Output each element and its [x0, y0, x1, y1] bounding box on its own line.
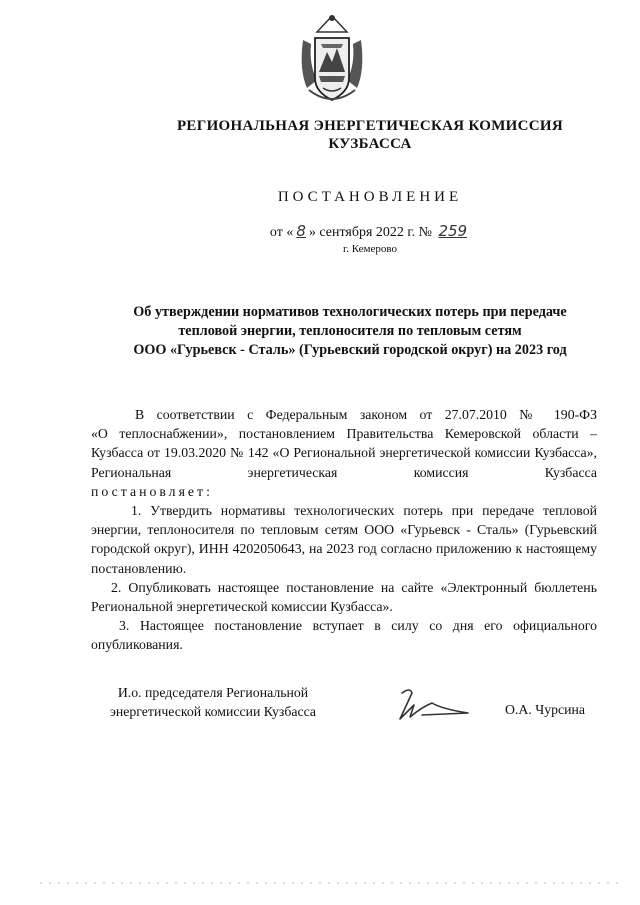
preamble-line1: В соответствии с Федеральным законом от 27.07.2010 № 190-ФЗ — [135, 407, 597, 422]
document-number-handwritten: 259 — [438, 222, 468, 240]
date-month-year: » сентября 2022 г. № — [308, 225, 432, 240]
organization-name-line1: РЕГИОНАЛЬНАЯ ЭНЕРГЕТИЧЕСКАЯ КОМИССИЯ — [176, 118, 564, 134]
resolution-item-1: 1. Утвердить нормативы технологических потерь при передаче тепловой энергии, теплоносителя по тепловым сетям ООО «Гурьевск - Сталь» (Гурьевский городской округ), ИНН 4202050643, на 2023 год согласно приложению к настоящему постановлению. — [91, 503, 597, 576]
organization-name-line2: КУЗБАССА — [328, 136, 412, 152]
document-date-number — [150, 222, 590, 241]
date-prefix: от « — [269, 225, 294, 240]
preamble-paragraph: «О теплоснабжении», постановлением Правительства Кемеровской области – Кузбасса от 19.03.2020 № 142 «О Региональной энергетической комиссии Кузбасса», Региональная энергетическая комиссия Кузбасса — [91, 426, 597, 480]
document-city: г. Кемерово — [342, 243, 398, 255]
resolution-item-3: 3. Настоящее постановление вступает в силу со дня его официального опубликования. — [91, 618, 597, 653]
date-day-handwritten: 8 — [296, 222, 306, 240]
document-body — [91, 405, 597, 655]
position-line1: И.о. председателя Региональной — [117, 685, 309, 700]
scan-edge-noise — [40, 880, 620, 886]
coat-of-arms-emblem — [297, 10, 367, 110]
resolves-word: постановляет: — [91, 483, 213, 499]
document-title-line2: тепловой энергии, теплоносителя по тепловым сетям — [178, 323, 522, 339]
document-title-line1: Об утверждении нормативов технологических потерь при передаче — [133, 304, 567, 320]
resolution-item-2: 2. Опубликовать настоящее постановление на сайте «Электронный бюллетень Региональной энергетической комиссии Кузбасса». — [91, 579, 597, 615]
position-line2: энергетической комиссии Кузбасса — [109, 704, 317, 719]
handwritten-signature — [392, 683, 472, 723]
document-title-line3: ООО «Гурьевск - Сталь» (Гурьевский городской округ) на 2023 год — [133, 342, 567, 358]
signatory-position — [88, 683, 338, 721]
signatory-name: О.А. Чурсина — [505, 702, 586, 717]
document-type: ПОСТАНОВЛЕНИЕ — [277, 189, 463, 205]
